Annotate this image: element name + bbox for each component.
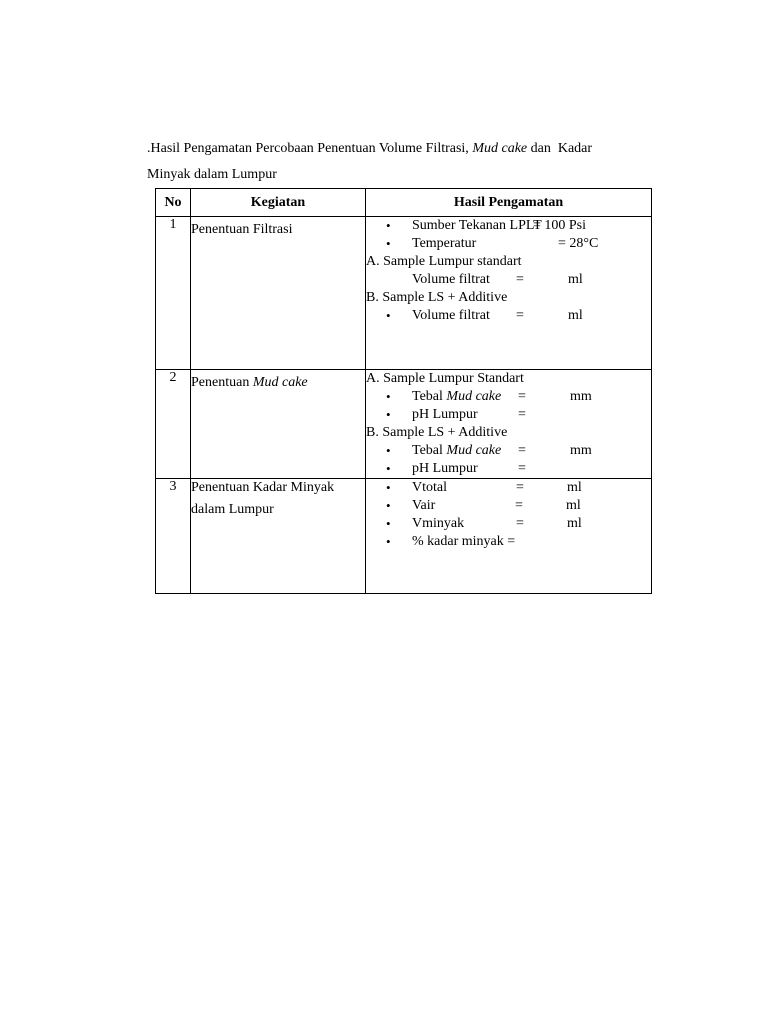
result-equals: = <box>518 389 526 404</box>
row-activity: Penentuan Filtrasi <box>191 217 366 370</box>
activity-italic-term: Mud cake <box>252 375 308 390</box>
table-row <box>156 217 652 370</box>
row-activity <box>191 370 366 479</box>
result-label: Sumber Tekanan LPLT <box>412 218 542 233</box>
result-unit: mm <box>570 443 592 458</box>
result-line <box>366 442 651 460</box>
activity-text: Penentuan <box>191 375 253 390</box>
result-label <box>412 442 501 460</box>
bullet-icon: • <box>386 308 391 323</box>
result-line <box>366 307 651 325</box>
result-equals: = <box>516 272 524 287</box>
result-label: % kadar minyak = <box>412 534 516 549</box>
result-equals: = <box>515 498 523 513</box>
caption-text-end: dan Kadar <box>527 141 593 156</box>
bullet-icon: • <box>386 443 391 458</box>
bullet-icon: • <box>386 480 391 495</box>
sample-label: B. Sample LS + Additive <box>366 290 508 305</box>
result-line <box>366 424 651 442</box>
activity-line: dalam Lumpur <box>191 502 274 517</box>
result-label <box>412 388 501 406</box>
bullet-icon: • <box>386 407 391 422</box>
caption-line-2: Minyak dalam Lumpur <box>147 167 277 182</box>
caption-text: .Hasil Pengamatan Percobaan Penentuan Volume Filtrasi, <box>147 141 473 156</box>
result-line <box>366 388 651 406</box>
result-label-text: Tebal <box>412 389 447 404</box>
caption-italic-term: Mud cake <box>472 141 528 156</box>
result-label: Volume filtrat <box>412 272 490 287</box>
sample-label: A. Sample Lumpur Standart <box>366 371 524 386</box>
table-row <box>156 370 652 479</box>
table-row <box>156 479 652 594</box>
bullet-icon: • <box>386 534 391 549</box>
caption-line-1 <box>147 136 647 162</box>
result-line <box>366 533 651 551</box>
row-result <box>366 479 652 594</box>
table-caption <box>147 136 647 188</box>
result-value: = 100 Psi <box>533 218 587 233</box>
observation-table <box>155 188 652 594</box>
result-label-italic: Mud cake <box>446 389 502 404</box>
bullet-icon: • <box>386 498 391 513</box>
table-header-row <box>156 189 652 217</box>
row-number: 3 <box>156 479 191 594</box>
result-unit: ml <box>568 272 583 287</box>
result-equals: = <box>516 480 524 495</box>
sample-label: A. Sample Lumpur standart <box>366 254 522 269</box>
bullet-icon: • <box>386 389 391 404</box>
result-label: pH Lumpur <box>412 407 478 422</box>
sample-label: B. Sample LS + Additive <box>366 425 508 440</box>
row-number: 2 <box>156 370 191 479</box>
result-label: Vminyak <box>412 516 465 531</box>
result-line <box>366 479 651 497</box>
result-line <box>366 406 651 424</box>
result-line <box>366 235 651 253</box>
bullet-icon: • <box>386 516 391 531</box>
result-line <box>366 289 651 307</box>
result-equals: = <box>516 308 524 323</box>
result-equals: = <box>516 516 524 531</box>
result-equals: = <box>518 407 526 422</box>
result-unit: ml <box>566 498 581 513</box>
bullet-icon: • <box>386 236 391 251</box>
result-unit: ml <box>567 516 582 531</box>
result-equals: = <box>518 443 526 458</box>
row-number: 1 <box>156 217 191 370</box>
result-line <box>366 370 651 388</box>
result-equals: = <box>518 461 526 476</box>
result-label-text: Tebal <box>412 443 447 458</box>
bullet-icon: • <box>386 218 391 233</box>
result-line <box>366 217 651 235</box>
result-line <box>366 515 651 533</box>
result-label: Volume filtrat <box>412 308 490 323</box>
header-hasil: Hasil Pengamatan <box>366 189 652 217</box>
result-unit: mm <box>570 389 592 404</box>
result-label: Temperatur <box>412 236 477 251</box>
result-line <box>366 253 651 271</box>
header-kegiatan: Kegiatan <box>191 189 366 217</box>
result-label: Vtotal <box>412 480 447 495</box>
result-unit: ml <box>567 480 582 495</box>
row-activity <box>191 479 366 594</box>
result-line <box>366 460 651 478</box>
result-unit: ml <box>568 308 583 323</box>
result-label: Vair <box>412 498 436 513</box>
row-result <box>366 217 652 370</box>
result-label-italic: Mud cake <box>446 443 502 458</box>
header-no: No <box>156 189 191 217</box>
bullet-icon: • <box>386 461 391 476</box>
result-value: = 28°C <box>558 236 599 251</box>
result-line <box>366 497 651 515</box>
row-result <box>366 370 652 479</box>
result-label: pH Lumpur <box>412 461 478 476</box>
activity-line: Penentuan Kadar Minyak <box>191 480 335 495</box>
result-line <box>366 271 651 289</box>
